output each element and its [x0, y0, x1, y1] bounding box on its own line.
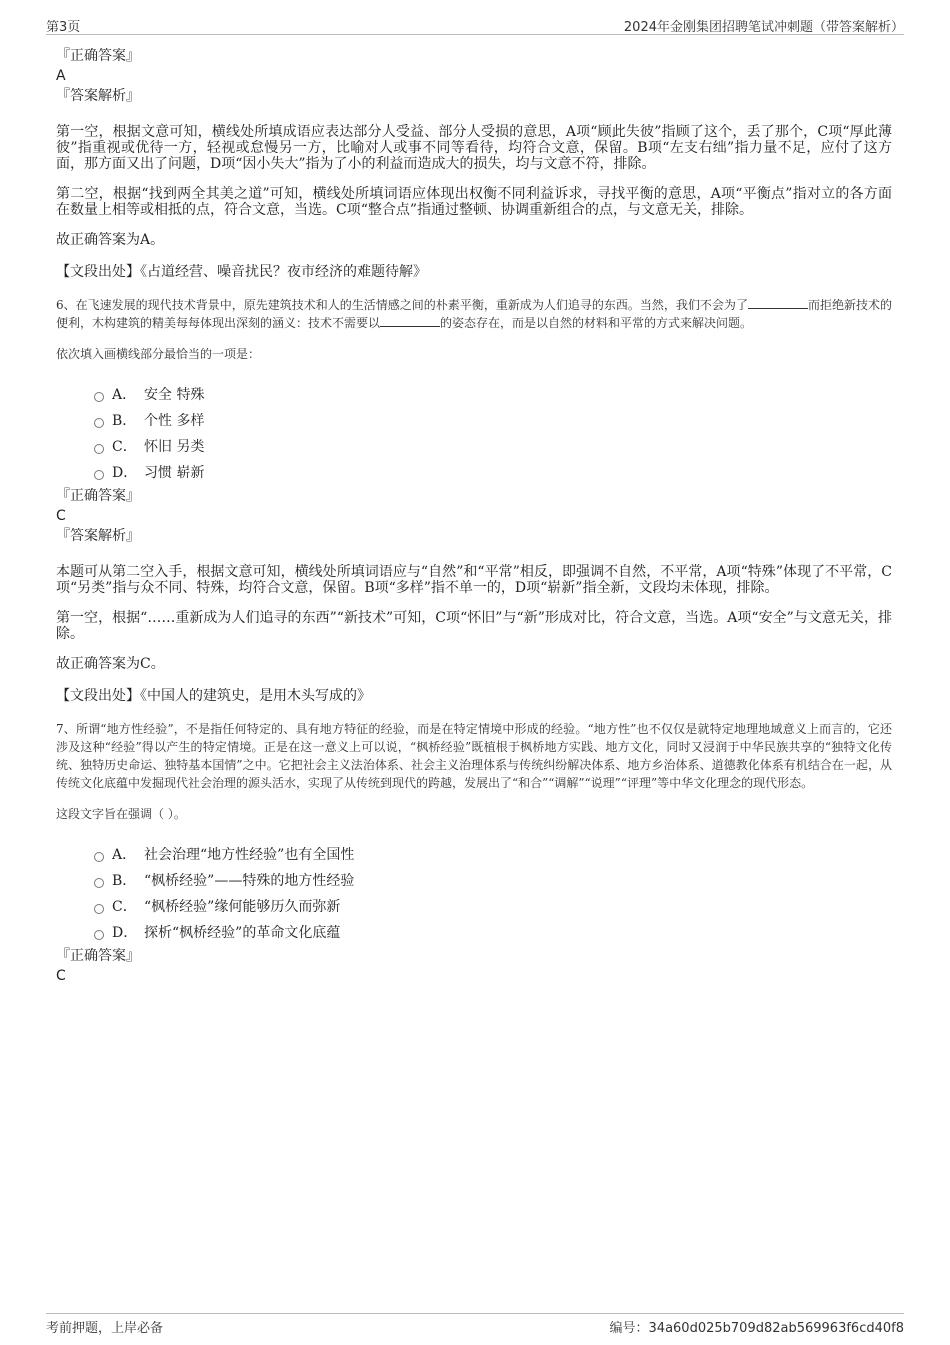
- answer-label: 『正确答案』: [56, 488, 140, 504]
- option-d[interactable]: D． 习惯 崭新: [94, 460, 892, 486]
- source-citation: 【文段出处】《中国人的建筑史，是用木头写成的》: [56, 688, 371, 704]
- question-text-part: 的姿态存在，而是以自然的材料和平常的方式来解决问题。: [440, 316, 753, 330]
- answer-label: 『正确答案』: [56, 948, 140, 964]
- analysis-paragraph: 故正确答案为C。: [56, 656, 165, 672]
- option-b[interactable]: B． “枫桥经验”——特殊的地方性经验: [94, 868, 892, 894]
- radio-icon[interactable]: [94, 930, 104, 940]
- option-c[interactable]: C． 怀旧 另类: [94, 434, 892, 460]
- options-list: [94, 842, 892, 946]
- source-citation: 【文段出处】《占道经营、噪音扰民？夜市经济的难题待解》: [56, 264, 427, 280]
- answer-value: C: [56, 508, 66, 524]
- page-content: [56, 46, 892, 986]
- analysis-paragraph: 第一空，根据文意可知，横线处所填成语应表达部分人受益、部分人受损的意思，A项“顾此失彼”指顾了这个，丢了那个，C项“厚此薄彼”指重视或优待一方，轻视或怠慢另一方，比喻对人或事不同等看待，均符合文意，保留。B项“左支右绌”指力量不足，应付了这方面，那方面又出了问题，D项“因小失大”指为了小的利益而造成大的损失，均与文意不符，排除。: [56, 124, 892, 172]
- option-c[interactable]: C． “枫桥经验”缘何能够历久而弥新: [94, 894, 892, 920]
- radio-icon[interactable]: [94, 904, 104, 914]
- option-a[interactable]: A． 安全 特殊: [94, 382, 892, 408]
- radio-icon[interactable]: [94, 470, 104, 480]
- question-7-text: 7、所谓“地方性经验”，不是指任何特定的、具有地方特征的经验，而是在特定情境中形成的经验。“地方性”也不仅仅是就特定地理地域意义上而言的，它还涉及这种“经验”得以产生的特定情境。正是在这一意义上可以说，“枫桥经验”既植根于枫桥地方实践、地方文化，同时又浸润于中华民族共享的“独特文化传统、独特历史命运、独特基本国情”之中。它把社会主义法治体系、社会主义治理体系与传统纠纷解决体系、地方乡治体系、道德教化体系有机结合在一起，从传统文化底蕴中发掘现代社会治理的源头活水，实现了从传统到现代的跨越，发展出了“和合”“调解”“说理”“评理”等中华文化理念的现代形态。: [56, 722, 892, 790]
- radio-icon[interactable]: [94, 852, 104, 862]
- page-footer: [46, 1313, 904, 1337]
- answer-value: A: [56, 68, 66, 84]
- fill-blank: [380, 315, 440, 327]
- question-text-part: 而拒绝新技术的便利，木构建筑的精美每每体现出深刻的涵义：技术不需要以: [56, 298, 892, 330]
- analysis-paragraph: 第二空，根据“找到两全其美之道”可知，横线处所填词语应体现出权衡不同利益诉求，寻找平衡的意思，A项“平衡点”指对立的各方面在数量上相等或相抵的点，符合文意，当选。C项“整合点”指通过整顿、协调重新组合的点，与文意无关，排除。: [56, 186, 892, 218]
- radio-icon[interactable]: [94, 444, 104, 454]
- page-header: [46, 14, 904, 35]
- page-number: 第3页: [46, 20, 81, 35]
- question-prompt: 这段文字旨在强调（ ）。: [56, 807, 186, 821]
- analysis-paragraph: 第一空，根据“……重新成为人们追寻的东西”“新技术”可知，C项“怀旧”与“新”形成对比，符合文意，当选。A项“安全”与文意无关，排除。: [56, 610, 892, 642]
- option-d[interactable]: D． 探析“枫桥经验”的革命文化底蕴: [94, 920, 892, 946]
- question-prompt: 依次填入画横线部分最恰当的一项是：: [56, 347, 261, 361]
- option-b[interactable]: B． 个性 多样: [94, 408, 892, 434]
- analysis-paragraph: 本题可从第二空入手，根据文意可知，横线处所填词语应与“自然”和“平常”相反，即强调不自然，不平常，A项“特殊”体现了不平常，C项“另类”指与众不同、特殊，均符合文意，保留。B项“多样”指不单一的，D项“崭新”指全新，文段均未体现，排除。: [56, 564, 892, 596]
- analysis-label: 『答案解析』: [56, 88, 140, 104]
- analysis-paragraph: 故正确答案为A。: [56, 232, 165, 248]
- radio-icon[interactable]: [94, 878, 104, 888]
- options-list: [94, 382, 892, 486]
- answer-value: C: [56, 968, 66, 984]
- analysis-label: 『答案解析』: [56, 528, 140, 544]
- option-a[interactable]: A． 社会治理“地方性经验”也有全国性: [94, 842, 892, 868]
- document-code: 编号：34a60d025b709d82ab569963f6cd40f8: [609, 1321, 904, 1336]
- document-title: 2024年金刚集团招聘笔试冲刺题（带答案解析）: [623, 20, 904, 35]
- fill-blank: [748, 297, 808, 309]
- radio-icon[interactable]: [94, 392, 104, 402]
- answer-label: 『正确答案』: [56, 48, 140, 64]
- footer-slogan: 考前押题，上岸必备: [46, 1321, 164, 1336]
- radio-icon[interactable]: [94, 418, 104, 428]
- question-text-part: 6、在飞速发展的现代技术背景中，原先建筑技术和人的生活情感之间的朴素平衡，重新成为人们追寻的东西。当然，我们不会为了: [56, 298, 748, 312]
- question-6-text: [56, 296, 892, 332]
